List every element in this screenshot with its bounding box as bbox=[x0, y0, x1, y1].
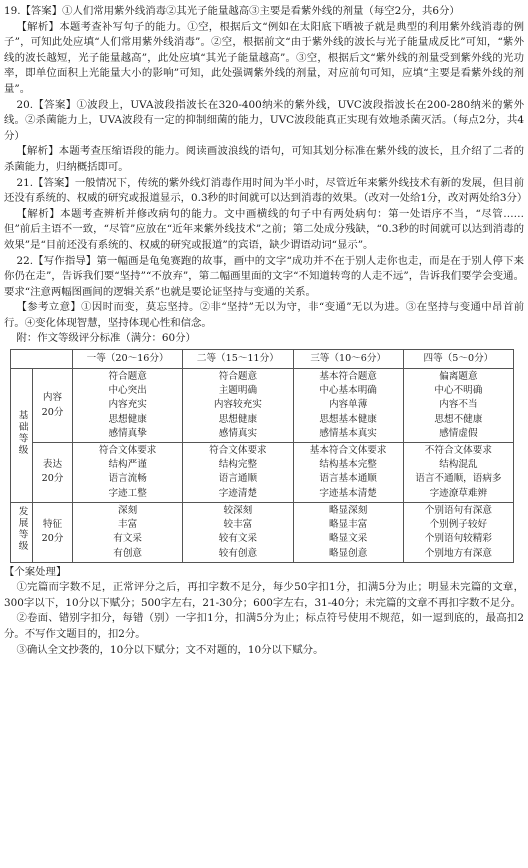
q20-analysis: 【解析】本题考查压缩语段的能力。阅读画波浪线的语句，可知其划分标准在紫外线的波长，且介绍了二者的杀菌能力，归纳概括即可。 bbox=[4, 145, 524, 173]
basic-group-label: 基础等级 bbox=[11, 369, 33, 503]
case-item-3: ③确认全文抄袭的，10分以下赋分；文不对题的，10分以下赋分。 bbox=[16, 643, 324, 656]
case-item-2: ②卷面、错别字扣分，每错（别）一字扣1分，扣满5分为止；标点符号使用不规范，如一逗到底的，最高扣2分。不写作文题目的，扣2分。 bbox=[4, 612, 524, 641]
grading-table bbox=[10, 349, 514, 563]
features-grade-1: 深刻 丰富 有文采 有创意 bbox=[73, 502, 183, 562]
table-row-content bbox=[11, 369, 514, 443]
q19-answer: 19.【答案】①人们常用紫外线消毒②其光子能量越高③主要是看紫外线的剂量（每空2分，共6分） bbox=[4, 5, 460, 17]
table-corner bbox=[11, 350, 73, 369]
row-label-expression: 表达 20分 bbox=[33, 443, 73, 503]
q21-analysis: 【解析】本题考查辨析并修改病句的能力。文中画横线的句子中有两处病句：第一处语序不当，“尽管……但”前后主语不一致，“尽管”应放在“近年来紫外线技术”之前；第二处成分残缺，“0.3秒的时间就可以达到消毒的效果”是“目前还没有系统的、权威的研究或报道”的宾语，缺少谓语动词“显示”。 bbox=[4, 207, 524, 251]
row-label-features: 特征 20分 bbox=[33, 502, 73, 562]
grading-table-title: 附：作文等级评分标准（满分：60分） bbox=[16, 332, 196, 345]
q20-answer: 20.【答案】①波段上，UVA波段指波长在320-400纳米的紫外线，UVC波段指波长在200-280纳米的紫外线。②杀菌能力上，UVA波段有一定的抑制细菌的能力，UVC波段能真正实现有效地杀菌灭活。（每点2分，共4分） bbox=[4, 98, 524, 142]
features-grade-3: 略显深刻 略显丰富 略显文采 略显创意 bbox=[293, 502, 403, 562]
table-row-features bbox=[11, 502, 514, 562]
content-grade-4: 偏离题意 中心不明确 内容不当 思想不健康 感情虚假 bbox=[403, 369, 513, 443]
q22-writing-guide: 22.【写作指导】第一幅画是龟兔赛跑的故事，画中的文字“成功并不在于别人走你也走，而是在于别人停下来你仍在走”，告诉我们要“坚持”“不放弃”，第二幅画里面的文字“不知道转弯的人走不远”，告诉我们要学会变通。要求“注意两幅图画间的逻辑关系”也就是要论证坚持与变通的关系。 bbox=[4, 254, 524, 298]
header-grade-3: 三等（10～6分） bbox=[293, 350, 403, 369]
answer-document bbox=[4, 4, 528, 658]
expression-grade-1: 符合文体要求 结构严谨 语言流畅 字迹工整 bbox=[73, 443, 183, 503]
table-row-expression bbox=[11, 443, 514, 503]
content-grade-1: 符合题意 中心突出 内容充实 思想健康 感情真挚 bbox=[73, 369, 183, 443]
expression-grade-2: 符合文体要求 结构完整 语言通顺 字迹清楚 bbox=[183, 443, 293, 503]
develop-group-label: 发展等级 bbox=[11, 502, 33, 562]
q21-answer: 21.【答案】一般情况下，传统的紫外线灯消毒作用时间为半小时，尽管近年来紫外线技术有新的发展，但目前还没有系统的、权威的研究或报道显示，0.3秒的时间就可以达到消毒的效果。（改对一处给1分，改对两处给3分） bbox=[4, 176, 528, 205]
expression-grade-3: 基本符合文体要求 结构基本完整 语言基本通顺 字迹基本清楚 bbox=[293, 443, 403, 503]
features-grade-2: 较深刻 较丰富 较有文采 较有创意 bbox=[183, 502, 293, 562]
content-grade-2: 符合题意 主题明确 内容较充实 思想健康 感情真实 bbox=[183, 369, 293, 443]
header-grade-1: 一等（20～16分） bbox=[73, 350, 183, 369]
header-grade-4: 四等（5～0分） bbox=[403, 350, 513, 369]
header-grade-2: 二等（15～11分） bbox=[183, 350, 293, 369]
case-handling-title: 【个案处理】 bbox=[4, 565, 67, 578]
q22-reference-themes: 【参考立意】①因时而变，莫忘坚持。②非“坚持”无以为守，非“变通”无以为进。③在坚持与变通中昂首前行。④变化体现智慧，坚持体现心性和信念。 bbox=[4, 301, 524, 329]
content-grade-3: 基本符合题意 中心基本明确 内容单薄 思想基本健康 感情基本真实 bbox=[293, 369, 403, 443]
case-item-1: ①完篇而字数不足，正常评分之后，再扣字数不足分，每少50字扣1分，扣满5分为止；明显未完篇的文章，300字以下，10分以下赋分；500字左右，21-30分；600字左右，31-40分；未完篇的文章不再扣字数不足分。 bbox=[4, 581, 524, 609]
features-grade-4: 个别语句有深意 个别例子较好 个别语句较精彩 个别地方有深意 bbox=[403, 502, 513, 562]
q19-analysis: 【解析】本题考查补写句子的能力。①空，根据后文“例如在太阳底下晒被子就是典型的利用紫外线消毒的例子”，可知此处应填“人们常用紫外线消毒”。②空，根据前文“由于紫外线的波长与光子能量成反比”可知，“紫外线的波长越短，光子能量越高”，此处应填“其光子能量越高”。③空，根据后文“紫外线的剂量受到紫外线的光功率，即单位面积上光能量大小的影响”可知，此处强调紫外线的剂量，对应前句可知，应填“主要是看紫外线的剂量”。 bbox=[4, 20, 524, 95]
grading-table-header-row bbox=[11, 350, 514, 369]
expression-grade-4: 不符合文体要求 结构混乱 语言不通顺，语病多 字迹潦草难辨 bbox=[403, 443, 513, 503]
row-label-content: 内容 20分 bbox=[33, 369, 73, 443]
